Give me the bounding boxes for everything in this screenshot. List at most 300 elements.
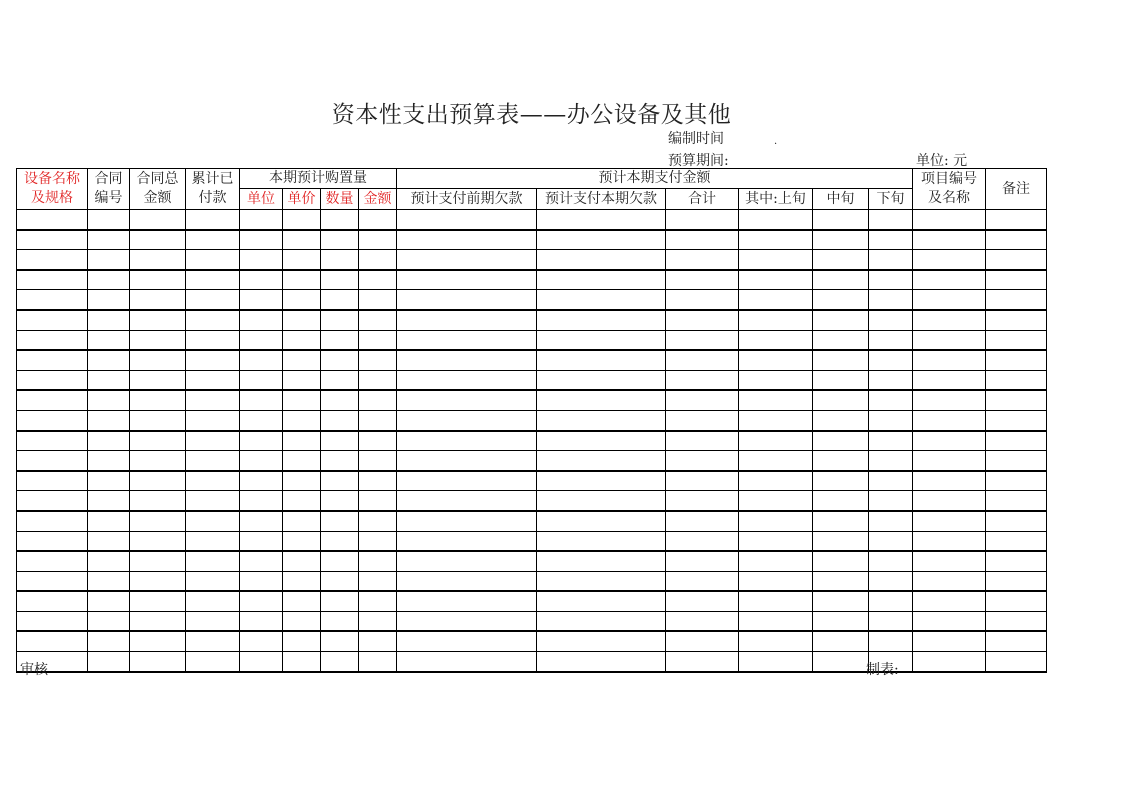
table-cell[interactable]	[913, 210, 986, 230]
table-cell[interactable]	[913, 471, 986, 491]
table-cell[interactable]	[240, 471, 283, 491]
table-cell[interactable]	[130, 431, 186, 451]
table-cell[interactable]	[240, 210, 283, 230]
table-cell[interactable]	[240, 611, 283, 631]
table-cell[interactable]	[537, 310, 666, 330]
table-cell[interactable]	[283, 531, 321, 551]
table-cell[interactable]	[17, 410, 88, 430]
table-cell[interactable]	[283, 210, 321, 230]
table-cell[interactable]	[17, 611, 88, 631]
table-cell[interactable]	[666, 451, 739, 471]
table-cell[interactable]	[186, 652, 240, 672]
table-cell[interactable]	[666, 290, 739, 310]
table-cell[interactable]	[88, 250, 130, 270]
table-cell[interactable]	[88, 290, 130, 310]
table-cell[interactable]	[813, 511, 869, 531]
table-cell[interactable]	[359, 551, 397, 571]
table-cell[interactable]	[397, 410, 537, 430]
table-cell[interactable]	[321, 491, 359, 511]
table-cell[interactable]	[240, 652, 283, 672]
table-cell[interactable]	[359, 310, 397, 330]
table-cell[interactable]	[240, 551, 283, 571]
table-cell[interactable]	[359, 611, 397, 631]
table-cell[interactable]	[913, 631, 986, 651]
table-cell[interactable]	[321, 250, 359, 270]
table-cell[interactable]	[869, 451, 913, 471]
table-cell[interactable]	[240, 491, 283, 511]
table-cell[interactable]	[666, 531, 739, 551]
table-cell[interactable]	[813, 330, 869, 350]
table-cell[interactable]	[359, 531, 397, 551]
table-cell[interactable]	[359, 471, 397, 491]
table-cell[interactable]	[240, 410, 283, 430]
table-cell[interactable]	[666, 511, 739, 531]
table-cell[interactable]	[88, 350, 130, 370]
table-cell[interactable]	[88, 471, 130, 491]
table-cell[interactable]	[283, 370, 321, 390]
table-cell[interactable]	[666, 390, 739, 410]
table-cell[interactable]	[359, 210, 397, 230]
table-cell[interactable]	[813, 451, 869, 471]
table-cell[interactable]	[130, 611, 186, 631]
table-cell[interactable]	[88, 370, 130, 390]
table-cell[interactable]	[130, 210, 186, 230]
table-cell[interactable]	[739, 471, 813, 491]
table-cell[interactable]	[986, 451, 1047, 471]
table-cell[interactable]	[240, 310, 283, 330]
table-cell[interactable]	[813, 250, 869, 270]
table-cell[interactable]	[359, 330, 397, 350]
table-cell[interactable]	[869, 410, 913, 430]
table-cell[interactable]	[186, 350, 240, 370]
table-cell[interactable]	[186, 471, 240, 491]
table-cell[interactable]	[283, 270, 321, 290]
table-cell[interactable]	[913, 330, 986, 350]
table-cell[interactable]	[359, 250, 397, 270]
table-cell[interactable]	[537, 330, 666, 350]
table-cell[interactable]	[397, 330, 537, 350]
table-cell[interactable]	[813, 370, 869, 390]
table-cell[interactable]	[813, 270, 869, 290]
table-cell[interactable]	[88, 431, 130, 451]
table-cell[interactable]	[321, 310, 359, 330]
table-cell[interactable]	[666, 370, 739, 390]
table-cell[interactable]	[186, 410, 240, 430]
table-cell[interactable]	[88, 611, 130, 631]
table-cell[interactable]	[537, 531, 666, 551]
table-cell[interactable]	[913, 531, 986, 551]
table-cell[interactable]	[869, 631, 913, 651]
table-cell[interactable]	[666, 410, 739, 430]
table-cell[interactable]	[321, 350, 359, 370]
table-cell[interactable]	[17, 210, 88, 230]
table-cell[interactable]	[283, 611, 321, 631]
table-cell[interactable]	[321, 652, 359, 672]
table-cell[interactable]	[537, 652, 666, 672]
table-cell[interactable]	[240, 431, 283, 451]
table-cell[interactable]	[359, 270, 397, 290]
table-cell[interactable]	[359, 591, 397, 611]
table-cell[interactable]	[17, 290, 88, 310]
table-cell[interactable]	[913, 571, 986, 591]
table-cell[interactable]	[283, 652, 321, 672]
table-cell[interactable]	[739, 591, 813, 611]
table-cell[interactable]	[813, 431, 869, 451]
table-cell[interactable]	[88, 270, 130, 290]
table-cell[interactable]	[130, 491, 186, 511]
table-cell[interactable]	[88, 652, 130, 672]
table-cell[interactable]	[913, 410, 986, 430]
table-cell[interactable]	[913, 591, 986, 611]
table-cell[interactable]	[130, 471, 186, 491]
table-cell[interactable]	[321, 551, 359, 571]
table-cell[interactable]	[283, 551, 321, 571]
table-cell[interactable]	[130, 330, 186, 350]
table-cell[interactable]	[666, 591, 739, 611]
table-cell[interactable]	[17, 330, 88, 350]
table-cell[interactable]	[739, 571, 813, 591]
table-cell[interactable]	[397, 591, 537, 611]
table-cell[interactable]	[739, 350, 813, 370]
table-cell[interactable]	[986, 370, 1047, 390]
table-cell[interactable]	[186, 571, 240, 591]
table-cell[interactable]	[869, 290, 913, 310]
table-cell[interactable]	[283, 431, 321, 451]
table-cell[interactable]	[321, 270, 359, 290]
table-cell[interactable]	[813, 611, 869, 631]
table-cell[interactable]	[130, 390, 186, 410]
table-cell[interactable]	[17, 631, 88, 651]
table-cell[interactable]	[186, 370, 240, 390]
table-cell[interactable]	[17, 270, 88, 290]
table-cell[interactable]	[240, 290, 283, 310]
table-cell[interactable]	[240, 571, 283, 591]
table-cell[interactable]	[130, 591, 186, 611]
table-cell[interactable]	[869, 591, 913, 611]
table-cell[interactable]	[17, 370, 88, 390]
table-cell[interactable]	[321, 631, 359, 651]
table-cell[interactable]	[813, 631, 869, 651]
table-cell[interactable]	[88, 511, 130, 531]
table-cell[interactable]	[913, 370, 986, 390]
table-cell[interactable]	[869, 571, 913, 591]
table-cell[interactable]	[913, 310, 986, 330]
table-cell[interactable]	[240, 270, 283, 290]
table-cell[interactable]	[359, 370, 397, 390]
table-cell[interactable]	[130, 571, 186, 591]
table-cell[interactable]	[813, 350, 869, 370]
table-cell[interactable]	[397, 390, 537, 410]
table-cell[interactable]	[321, 370, 359, 390]
table-cell[interactable]	[186, 290, 240, 310]
table-cell[interactable]	[240, 230, 283, 250]
table-cell[interactable]	[88, 410, 130, 430]
table-cell[interactable]	[913, 652, 986, 672]
table-cell[interactable]	[186, 230, 240, 250]
table-cell[interactable]	[17, 471, 88, 491]
table-cell[interactable]	[666, 270, 739, 290]
table-cell[interactable]	[130, 270, 186, 290]
table-cell[interactable]	[17, 491, 88, 511]
table-cell[interactable]	[397, 270, 537, 290]
table-cell[interactable]	[666, 310, 739, 330]
table-cell[interactable]	[739, 310, 813, 330]
table-cell[interactable]	[130, 410, 186, 430]
table-cell[interactable]	[666, 652, 739, 672]
table-cell[interactable]	[986, 250, 1047, 270]
table-cell[interactable]	[986, 471, 1047, 491]
table-cell[interactable]	[397, 611, 537, 631]
table-cell[interactable]	[240, 370, 283, 390]
table-cell[interactable]	[739, 290, 813, 310]
table-cell[interactable]	[17, 310, 88, 330]
table-cell[interactable]	[869, 471, 913, 491]
table-cell[interactable]	[986, 330, 1047, 350]
table-cell[interactable]	[986, 491, 1047, 511]
table-cell[interactable]	[88, 591, 130, 611]
table-cell[interactable]	[359, 631, 397, 651]
table-cell[interactable]	[186, 330, 240, 350]
table-cell[interactable]	[283, 410, 321, 430]
table-cell[interactable]	[739, 370, 813, 390]
table-cell[interactable]	[869, 511, 913, 531]
table-cell[interactable]	[359, 511, 397, 531]
table-cell[interactable]	[986, 230, 1047, 250]
table-cell[interactable]	[130, 230, 186, 250]
table-cell[interactable]	[186, 611, 240, 631]
table-cell[interactable]	[813, 571, 869, 591]
table-cell[interactable]	[17, 531, 88, 551]
table-cell[interactable]	[537, 431, 666, 451]
table-cell[interactable]	[88, 230, 130, 250]
table-cell[interactable]	[397, 210, 537, 230]
table-cell[interactable]	[186, 431, 240, 451]
table-cell[interactable]	[130, 551, 186, 571]
table-cell[interactable]	[986, 290, 1047, 310]
table-cell[interactable]	[537, 451, 666, 471]
table-cell[interactable]	[986, 350, 1047, 370]
table-cell[interactable]	[986, 571, 1047, 591]
table-cell[interactable]	[813, 310, 869, 330]
table-cell[interactable]	[283, 591, 321, 611]
table-cell[interactable]	[537, 250, 666, 270]
table-cell[interactable]	[986, 631, 1047, 651]
table-cell[interactable]	[283, 250, 321, 270]
table-cell[interactable]	[88, 531, 130, 551]
table-cell[interactable]	[240, 591, 283, 611]
table-cell[interactable]	[537, 210, 666, 230]
table-cell[interactable]	[739, 631, 813, 651]
table-cell[interactable]	[537, 410, 666, 430]
table-cell[interactable]	[537, 471, 666, 491]
table-cell[interactable]	[186, 511, 240, 531]
table-cell[interactable]	[869, 431, 913, 451]
table-cell[interactable]	[537, 370, 666, 390]
table-cell[interactable]	[17, 511, 88, 531]
table-cell[interactable]	[666, 551, 739, 571]
table-cell[interactable]	[186, 531, 240, 551]
table-cell[interactable]	[537, 491, 666, 511]
table-cell[interactable]	[666, 330, 739, 350]
table-cell[interactable]	[130, 250, 186, 270]
table-cell[interactable]	[17, 451, 88, 471]
table-cell[interactable]	[283, 571, 321, 591]
table-cell[interactable]	[869, 250, 913, 270]
table-cell[interactable]	[130, 290, 186, 310]
table-cell[interactable]	[240, 531, 283, 551]
table-cell[interactable]	[88, 330, 130, 350]
table-cell[interactable]	[397, 350, 537, 370]
table-cell[interactable]	[869, 551, 913, 571]
table-cell[interactable]	[283, 230, 321, 250]
table-cell[interactable]	[321, 611, 359, 631]
table-cell[interactable]	[321, 451, 359, 471]
table-cell[interactable]	[17, 431, 88, 451]
table-cell[interactable]	[537, 290, 666, 310]
table-cell[interactable]	[666, 230, 739, 250]
table-cell[interactable]	[17, 250, 88, 270]
table-cell[interactable]	[666, 491, 739, 511]
table-cell[interactable]	[321, 290, 359, 310]
table-cell[interactable]	[666, 571, 739, 591]
table-cell[interactable]	[240, 451, 283, 471]
table-cell[interactable]	[739, 652, 813, 672]
table-cell[interactable]	[321, 591, 359, 611]
table-cell[interactable]	[283, 290, 321, 310]
table-cell[interactable]	[359, 571, 397, 591]
table-cell[interactable]	[283, 471, 321, 491]
table-cell[interactable]	[913, 451, 986, 471]
table-cell[interactable]	[17, 571, 88, 591]
table-cell[interactable]	[283, 631, 321, 651]
table-cell[interactable]	[986, 390, 1047, 410]
table-cell[interactable]	[397, 451, 537, 471]
table-cell[interactable]	[359, 652, 397, 672]
table-cell[interactable]	[869, 531, 913, 551]
table-cell[interactable]	[813, 531, 869, 551]
table-cell[interactable]	[813, 471, 869, 491]
table-cell[interactable]	[986, 531, 1047, 551]
table-cell[interactable]	[321, 210, 359, 230]
table-cell[interactable]	[739, 531, 813, 551]
table-cell[interactable]	[869, 370, 913, 390]
table-cell[interactable]	[130, 652, 186, 672]
table-cell[interactable]	[186, 390, 240, 410]
table-cell[interactable]	[739, 250, 813, 270]
table-cell[interactable]	[186, 551, 240, 571]
table-cell[interactable]	[321, 230, 359, 250]
table-cell[interactable]	[869, 390, 913, 410]
table-cell[interactable]	[321, 410, 359, 430]
table-cell[interactable]	[397, 290, 537, 310]
table-cell[interactable]	[397, 551, 537, 571]
table-cell[interactable]	[186, 591, 240, 611]
table-cell[interactable]	[913, 551, 986, 571]
table-cell[interactable]	[397, 370, 537, 390]
table-cell[interactable]	[913, 390, 986, 410]
table-cell[interactable]	[813, 390, 869, 410]
table-cell[interactable]	[186, 491, 240, 511]
table-cell[interactable]	[186, 210, 240, 230]
table-cell[interactable]	[869, 210, 913, 230]
table-cell[interactable]	[913, 230, 986, 250]
table-cell[interactable]	[913, 431, 986, 451]
table-cell[interactable]	[88, 631, 130, 651]
table-cell[interactable]	[186, 310, 240, 330]
table-cell[interactable]	[321, 571, 359, 591]
table-cell[interactable]	[739, 410, 813, 430]
table-cell[interactable]	[813, 410, 869, 430]
table-cell[interactable]	[283, 491, 321, 511]
table-cell[interactable]	[813, 652, 869, 672]
table-cell[interactable]	[739, 551, 813, 571]
table-cell[interactable]	[359, 451, 397, 471]
table-cell[interactable]	[869, 491, 913, 511]
table-cell[interactable]	[359, 290, 397, 310]
table-cell[interactable]	[869, 330, 913, 350]
table-cell[interactable]	[359, 350, 397, 370]
table-cell[interactable]	[739, 210, 813, 230]
table-cell[interactable]	[186, 250, 240, 270]
table-cell[interactable]	[869, 270, 913, 290]
table-cell[interactable]	[986, 652, 1047, 672]
table-cell[interactable]	[537, 631, 666, 651]
table-cell[interactable]	[913, 250, 986, 270]
table-cell[interactable]	[397, 471, 537, 491]
table-cell[interactable]	[537, 230, 666, 250]
table-cell[interactable]	[666, 631, 739, 651]
table-cell[interactable]	[17, 230, 88, 250]
table-cell[interactable]	[869, 230, 913, 250]
table-cell[interactable]	[240, 250, 283, 270]
table-cell[interactable]	[283, 330, 321, 350]
table-cell[interactable]	[869, 350, 913, 370]
table-cell[interactable]	[666, 210, 739, 230]
table-cell[interactable]	[739, 270, 813, 290]
table-cell[interactable]	[321, 330, 359, 350]
table-cell[interactable]	[813, 591, 869, 611]
table-cell[interactable]	[397, 230, 537, 250]
table-cell[interactable]	[537, 270, 666, 290]
table-cell[interactable]	[913, 511, 986, 531]
table-cell[interactable]	[986, 591, 1047, 611]
table-cell[interactable]	[397, 571, 537, 591]
table-cell[interactable]	[186, 451, 240, 471]
table-cell[interactable]	[130, 531, 186, 551]
table-cell[interactable]	[913, 290, 986, 310]
table-cell[interactable]	[359, 491, 397, 511]
table-cell[interactable]	[17, 551, 88, 571]
table-cell[interactable]	[397, 631, 537, 651]
table-cell[interactable]	[88, 310, 130, 330]
table-cell[interactable]	[537, 511, 666, 531]
table-cell[interactable]	[130, 310, 186, 330]
table-cell[interactable]	[88, 551, 130, 571]
table-cell[interactable]	[17, 350, 88, 370]
table-cell[interactable]	[739, 491, 813, 511]
table-cell[interactable]	[88, 571, 130, 591]
table-cell[interactable]	[88, 210, 130, 230]
table-cell[interactable]	[397, 431, 537, 451]
table-cell[interactable]	[88, 451, 130, 471]
table-cell[interactable]	[397, 652, 537, 672]
table-cell[interactable]	[130, 631, 186, 651]
table-cell[interactable]	[240, 330, 283, 350]
table-cell[interactable]	[88, 491, 130, 511]
table-cell[interactable]	[283, 350, 321, 370]
table-cell[interactable]	[359, 230, 397, 250]
table-cell[interactable]	[869, 310, 913, 330]
